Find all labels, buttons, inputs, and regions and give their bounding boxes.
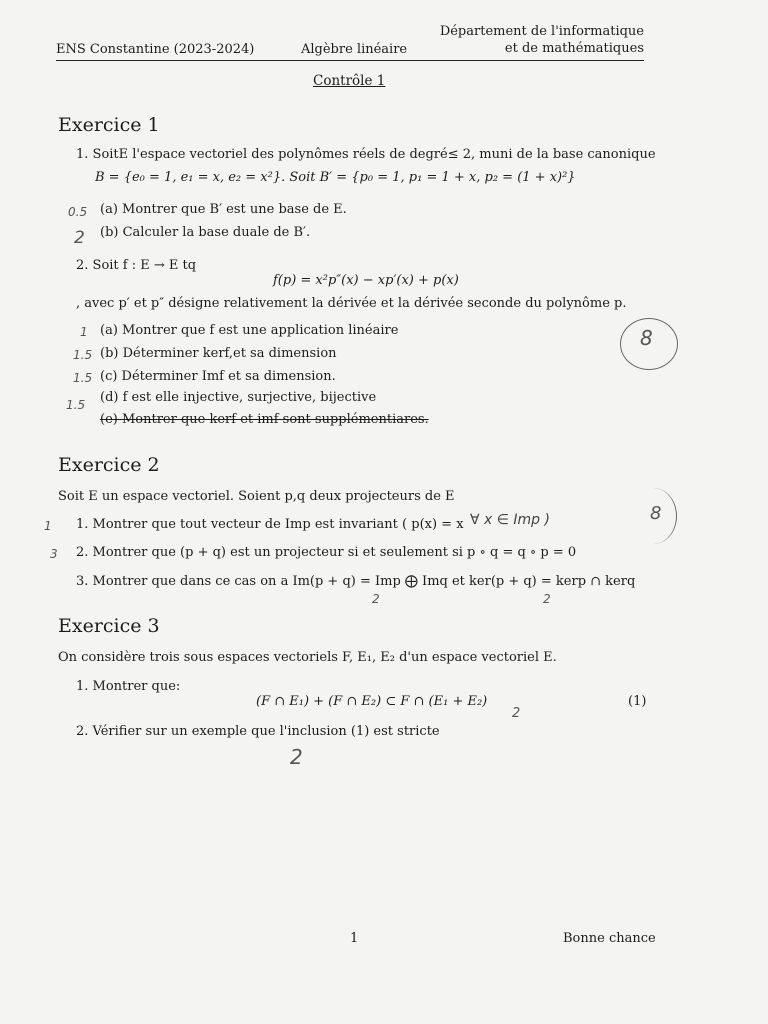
ex3-q2: 2. Vérifier sur un exemple que l'inclusion (1) est stricte: [76, 724, 440, 739]
ex1-q2b: (b) Déterminer kerf,et sa dimension: [100, 346, 337, 361]
ex3-equation-number: (1): [628, 694, 647, 709]
exam-title: Contrôle 1: [313, 73, 386, 89]
ex2-q1: 1. Montrer que tout vecteur de Imp est invariant ( p(x) = x: [76, 517, 464, 532]
page-number: 1: [350, 931, 359, 946]
ex3-q1: 1. Montrer que:: [76, 679, 181, 694]
ex2-intro: Soit E un espace vectoriel. Soient p,q deux projecteurs de E: [58, 489, 455, 504]
handwritten-total-ex2: 8: [650, 503, 662, 524]
ex1-q1b: (b) Calculer la base duale de B′.: [100, 225, 311, 240]
handwritten-note-ex2-q1: ∀ x ∈ Imp ): [470, 512, 550, 528]
ex1-q1a: (a) Montrer que B′ est une base de E.: [100, 202, 347, 217]
department-line1: Département de l'informatique: [439, 24, 644, 39]
handwritten-mark-1a: 0.5: [68, 205, 88, 219]
ex1-q1-line1: 1. SoitE l'espace vectoriel des polynômes réels de degré≤ 2, muni de la base canonique: [76, 147, 656, 162]
handwritten-mark-ex2-q3a: 2: [372, 592, 380, 606]
ex1-q2-note: , avec p′ et p″ désigne relativement la dérivée et la dérivée seconde du polynôme p.: [76, 296, 627, 311]
ex2-q2: 2. Montrer que (p + q) est un projecteur si et seulement si p ∘ q = q ∘ p = 0: [76, 545, 577, 560]
closing-text: Bonne chance: [563, 931, 656, 946]
handwritten-mark-2a: 1: [80, 325, 88, 339]
handwritten-mark-ex3-q2: 2: [290, 745, 303, 769]
ex1-q2d: (d) f est elle injective, surjective, bijective: [100, 390, 377, 405]
department-line2: et de mathématiques: [504, 41, 644, 56]
ex1-q2-intro: 2. Soit f : E → E tq: [76, 258, 197, 273]
ex1-q2c: (c) Déterminer Imf et sa dimension.: [100, 369, 336, 384]
handwritten-mark-1b: 2: [74, 228, 85, 248]
handwritten-mark-ex3-q1: 2: [512, 706, 521, 721]
ex1-q2e-struck: (e) Montrer que kerf et imf sont supplémentiares.: [100, 412, 429, 427]
ex3-q1-formula: (F ∩ E₁) + (F ∩ E₂) ⊂ F ∩ (E₁ + E₂): [256, 694, 488, 709]
ex1-q2a: (a) Montrer que f est une application linéaire: [100, 323, 399, 338]
ex3-intro: On considère trois sous espaces vectoriels F, E₁, E₂ d'un espace vectoriel E.: [58, 650, 557, 665]
handwritten-mark-ex2-q1: 1: [44, 519, 52, 533]
ex1-q2-formula: f(p) = x²p″(x) − xp′(x) + p(x): [273, 273, 459, 288]
handwritten-mark-2c: 1.5: [73, 371, 93, 385]
exercise3-heading: Exercice 3: [58, 615, 160, 637]
handwritten-mark-2d: 1.5: [66, 398, 86, 412]
exercise2-heading: Exercice 2: [58, 454, 160, 476]
handwritten-mark-ex2-q3b: 2: [543, 592, 551, 606]
handwritten-total-ex1: 8: [640, 326, 653, 350]
handwritten-mark-ex2-q2: 3: [50, 547, 58, 561]
header-rule: [56, 60, 644, 61]
exercise1-heading: Exercice 1: [58, 114, 160, 136]
ex2-q3: 3. Montrer que dans ce cas on a Im(p + q) = Imp ⨁ Imq et ker(p + q) = kerp ∩ kerq: [76, 574, 636, 589]
course-label: Algèbre linéaire: [301, 42, 408, 57]
ex1-q1-line2: B = {e₀ = 1, e₁ = x, e₂ = x²}. Soit B′ = {p₀ = 1, p₁ = 1 + x, p₂ = (1 + x)²}: [95, 170, 576, 185]
handwritten-mark-2b: 1.5: [73, 348, 93, 362]
school-label: ENS Constantine (2023-2024): [56, 42, 255, 57]
